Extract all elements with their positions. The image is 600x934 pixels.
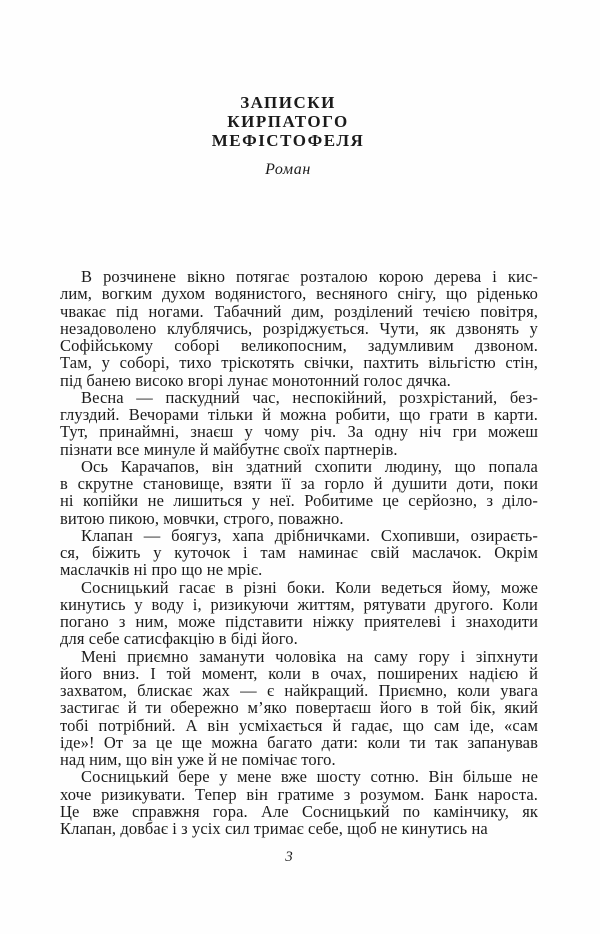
paragraph xyxy=(60,268,538,389)
genre-subtitle: Роман xyxy=(265,161,311,178)
book-title-line-3: МЕФІСТОФЕЛЯ xyxy=(211,131,365,150)
text-line: Там, у соборі, тихо тріскотять свічки, пахтить вільгістю стін, xyxy=(60,353,538,373)
text-line: Тут, принаймні, знаєш у чому річ. За одну ніч гри можеш xyxy=(60,422,538,442)
paragraph xyxy=(60,389,538,458)
text-line: Ось Карачапов, він здатний схопити людину, що попала xyxy=(81,456,538,476)
page-number: 3 xyxy=(285,849,293,865)
book-title-line-1: ЗАПИСКИ xyxy=(240,93,336,112)
text-line: для себе сатисфакцію в біді його. xyxy=(60,629,298,649)
paragraph xyxy=(60,648,538,769)
text-line: Це вже справжня гора. Але Сосницький по камінчику, як xyxy=(60,801,538,821)
text-line: Сосницький гасає в різні боки. Коли ведеться йому, може xyxy=(81,577,538,597)
text-line: глуздий. Вечорами тільки й можна робити, що грати в карти. xyxy=(60,405,538,424)
text-line: лим, вогким духом водянистого, весняного снігу, що ріденько xyxy=(60,284,538,304)
text-line: ні копійки не лишиться у неї. Робитиме це серйозно, з діло- xyxy=(60,491,538,511)
text-line: іде»! От за це ще можна багато дати: коли ти так запанував xyxy=(60,732,538,752)
paragraph xyxy=(60,768,538,837)
text-line: Клапан, довбає і з усіх сил тримає себе, щоб не кинутись на xyxy=(60,819,488,838)
book-title xyxy=(55,93,521,150)
paragraph xyxy=(60,579,538,648)
text-line: маслачків ні про що не мріє. xyxy=(60,560,263,580)
text-line: застигає й ти обережно м’яко повертаєш його в той бік, який xyxy=(60,698,538,718)
text-line: тобі потрібний. А він усміхається й гадає, що сам іде, «сам xyxy=(60,715,538,735)
text-line: ся, біжить у куточок і там наминає свій маслачок. Окрім xyxy=(60,543,538,562)
text-line: пізнати все минуле й майбутнє своїх партнерів. xyxy=(60,439,398,459)
text-line: Сосницький бере у мене вже шосту сотню. Він більше не xyxy=(81,767,538,787)
text-line: кинутись у воду і, ризикуючи життям, рятувати другого. Коли xyxy=(60,594,538,614)
text-line: над ним, що він уже й не помічає того. xyxy=(60,750,336,769)
body-text xyxy=(60,268,538,837)
text-line: Весна — паскудний час, неспокійний, розхрістаний, без- xyxy=(81,387,538,407)
text-line: погано з ним, може підставити ніжку приятелеві і знаходити xyxy=(60,612,538,631)
text-line: чвакає під ногами. Табачний дим, розділений течією повітря, xyxy=(60,301,538,321)
text-line: Мені приємно заманути чоловіка на саму гору і зіпхнути xyxy=(81,646,538,666)
text-line: під банею високо вгорі лунає монотонний голос дячка. xyxy=(60,370,451,390)
text-line: Клапан — боягуз, хапа дрібничками. Схопивши, озираєть- xyxy=(81,525,538,545)
text-line: в скрутне становище, взяти її за горло й душити доти, поки xyxy=(60,474,538,493)
paragraph xyxy=(60,458,538,527)
text-line: захватом, блискає жах — є найкращий. Приємно, коли увага xyxy=(60,681,538,700)
text-line: хоче ризикувати. Тепер він гратиме з розумом. Банк нароста. xyxy=(60,784,538,804)
text-line: незадоволено клублячись, розріджується. Чути, як дзвонять у xyxy=(60,318,538,338)
book-title-line-2: КИРПАТОГО xyxy=(227,112,349,131)
text-line: витою пикою, мовчки, строго, поважно. xyxy=(60,508,344,528)
paragraph xyxy=(60,527,538,579)
text-line: В розчинене вікно потягає розталою корою дерева і кис- xyxy=(81,267,538,286)
text-line: його вниз. І той момент, коли в очах, поширених надією й xyxy=(60,663,538,683)
text-line: Софійському соборі великопосним, задумливим дзвоном. xyxy=(60,336,538,355)
